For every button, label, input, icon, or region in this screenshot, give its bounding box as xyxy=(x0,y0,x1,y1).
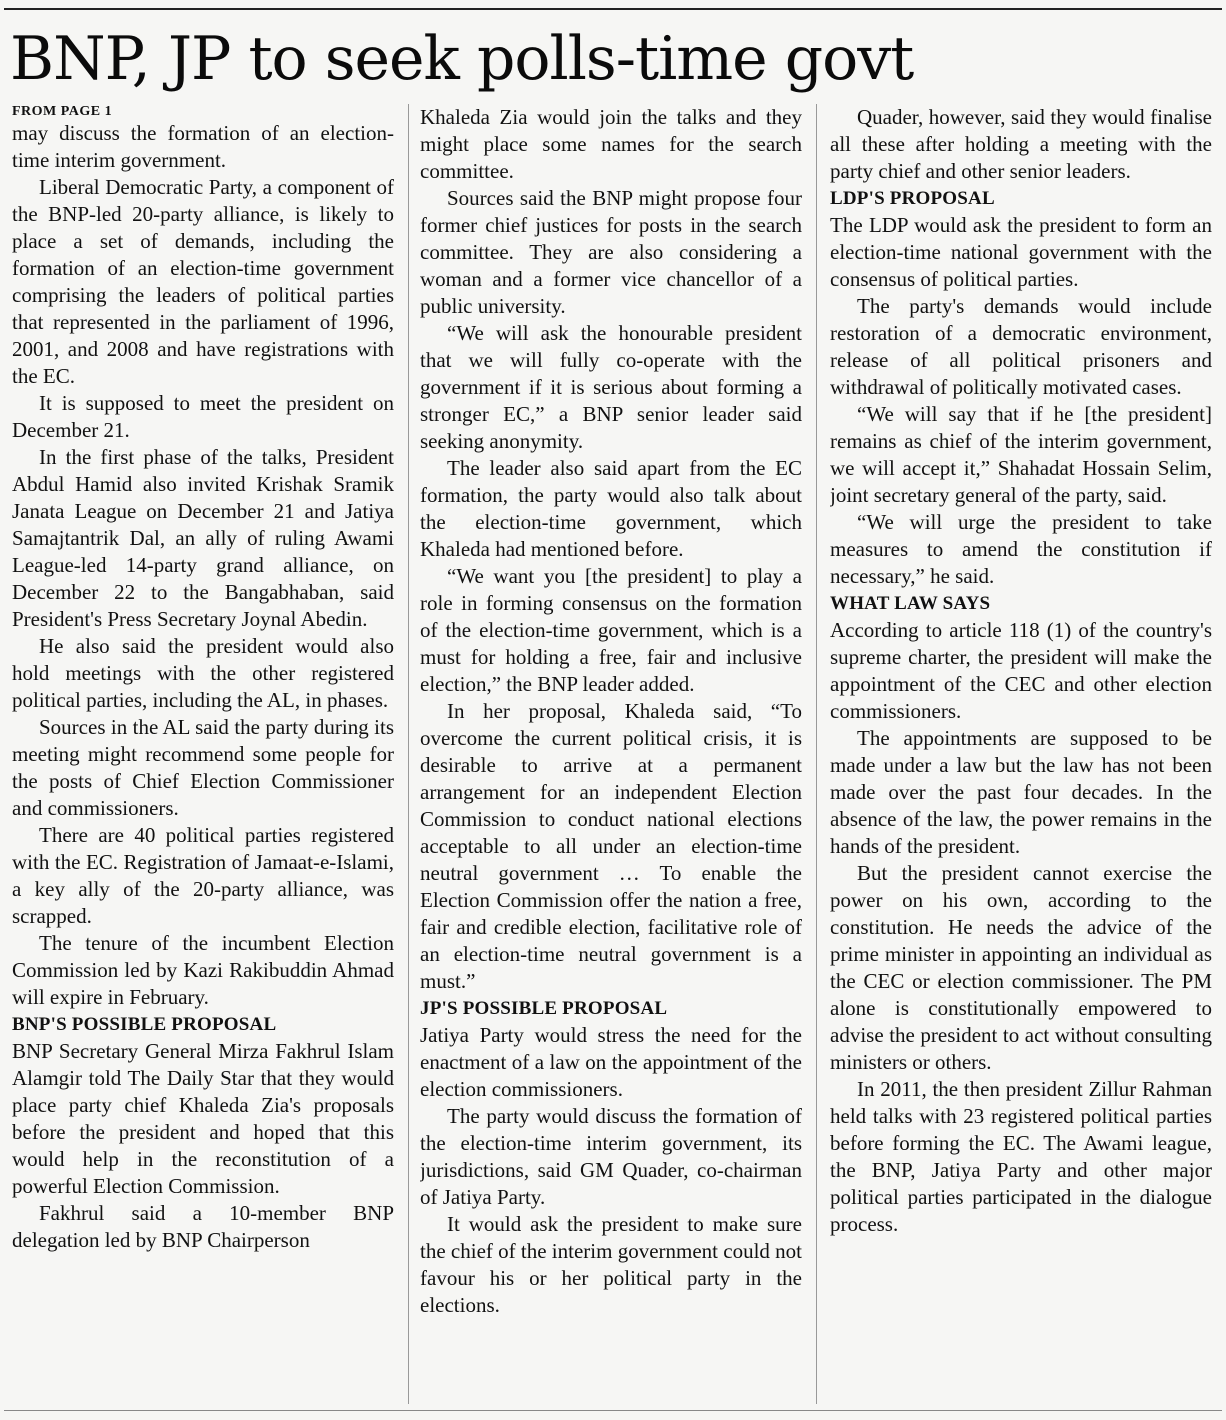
paragraph: It would ask the president to make sure the chief of the interim government could not favour his or her political party in the elections. xyxy=(420,1212,802,1317)
paragraph: “We will urge the president to take measures to amend the constitution if necessary,” he said. xyxy=(830,510,1212,588)
paragraph: According to article 118 (1) of the country's supreme charter, the president will make the appointment of the CEC and other election commissioners. xyxy=(830,618,1212,723)
paragraph: Jatiya Party would stress the need for the enactment of a law on the appointment of the election commissioners. xyxy=(420,1023,802,1101)
paragraph: The party's demands would include restoration of a democratic environment, release of all political prisoners and withdrawal of politically motivated cases. xyxy=(830,294,1212,399)
paragraph: Sources said the BNP might propose four former chief justices for posts in the search committee. They are also considering a woman and a former vice chancellor of a public university. xyxy=(420,186,802,318)
article-column-2 xyxy=(420,104,802,1404)
column-divider xyxy=(408,104,409,1404)
article-column-3 xyxy=(830,104,1212,1404)
paragraph: There are 40 political parties registered with the EC. Registration of Jamaat-e-Islami, a key ally of the 20-party alliance, was scrapped. xyxy=(12,823,394,928)
article-column-1 xyxy=(12,104,394,1404)
dateline: FROM PAGE 1 xyxy=(12,104,113,119)
paragraph: Khaleda Zia would join the talks and they might place some names for the search committee. xyxy=(420,105,802,183)
paragraph: The party would discuss the formation of the election-time interim government, its jurisdictions, said GM Quader, co-chairman of Jatiya Party. xyxy=(420,1104,802,1209)
column-divider xyxy=(816,104,817,1404)
paragraph: BNP Secretary General Mirza Fakhrul Islam Alamgir told The Daily Star that they would place party chief Khaleda Zia's proposals before the president and hoped that this would help in the reconstitution of a powerful Election Commission. xyxy=(12,1039,394,1198)
subheading-jp-proposal: JP'S POSSIBLE PROPOSAL xyxy=(420,998,668,1019)
paragraph: The tenure of the incumbent Election Commission led by Kazi Rakibuddin Ahmad will expire in February. xyxy=(12,931,394,1009)
paragraph: Fakhrul said a 10-member BNP delegation led by BNP Chairperson xyxy=(12,1201,394,1252)
paragraph: The leader also said apart from the EC formation, the party would also talk about the election-time government, which Khaleda had mentioned before. xyxy=(420,456,802,561)
paragraph: But the president cannot exercise the power on his own, according to the constitution. He needs the advice of the prime minister in appointing an individual as the CEC or election commissioner. The PM alone is constitutionally empowered to advise the president to act without consulting ministers or others. xyxy=(830,861,1212,1074)
top-rule xyxy=(4,8,1222,10)
paragraph: Quader, however, said they would finalise all these after holding a meeting with the party chief and other senior leaders. xyxy=(830,105,1212,183)
paragraph: In 2011, the then president Zillur Rahman held talks with 23 registered political parties before forming the EC. The Awami league, the BNP, Jatiya Party and other major political parties participated in the dialogue process. xyxy=(830,1077,1212,1236)
subheading-what-law-says: WHAT LAW SAYS xyxy=(830,593,991,614)
headline: BNP, JP to seek polls-time govt xyxy=(10,24,914,94)
paragraph: The appointments are supposed to be made under a law but the law has not been made over the past four decades. In the absence of the law, the power remains in the hands of the president. xyxy=(830,726,1212,858)
paragraph: It is supposed to meet the president on December 21. xyxy=(12,391,394,442)
paragraph: Liberal Democratic Party, a component of the BNP-led 20-party alliance, is likely to place a set of demands, including the formation of an election-time government comprising the leaders of political parties that represented in the parliament of 1996, 2001, and 2008 and have registrations with the EC. xyxy=(12,175,394,388)
paragraph: may discuss the formation of an election-time interim government. xyxy=(12,121,394,172)
paragraph: “We will ask the honourable president that we will fully co-operate with the government if it is serious about forming a stronger EC,” a BNP senior leader said seeking anonymity. xyxy=(420,321,802,453)
paragraph: He also said the president would also hold meetings with the other registered political parties, including the AL, in phases. xyxy=(12,634,394,712)
subheading-bnp-proposal: BNP'S POSSIBLE PROPOSAL xyxy=(12,1014,277,1035)
paragraph: Sources in the AL said the party during its meeting might recommend some people for the posts of Chief Election Commissioner and commissioners. xyxy=(12,715,394,820)
bottom-rule xyxy=(4,1410,1222,1411)
paragraph: “We will say that if he [the president] remains as chief of the interim government, we will accept it,” Shahadat Hossain Selim, joint secretary general of the party, said. xyxy=(830,402,1212,507)
paragraph: The LDP would ask the president to form an election-time national government with the consensus of political parties. xyxy=(830,213,1212,291)
paragraph: In her proposal, Khaleda said, “To overcome the current political crisis, it is desirable to arrive at a permanent arrangement for an independent Election Commission to conduct national elections acceptable to all under an election-time neutral government … To enable the Election Commission offer the nation a free, fair and credible election, facilitative role of an election-time neutral government is a must.” xyxy=(420,699,802,993)
subheading-ldp-proposal: LDP'S PROPOSAL xyxy=(830,188,995,209)
paragraph: In the first phase of the talks, President Abdul Hamid also invited Krishak Sramik Janata League on December 21 and Jatiya Samajtantrik Dal, an ally of ruling Awami League-led 14-party grand alliance, on December 22 to the Bangabhaban, said President's Press Secretary Joynal Abedin. xyxy=(12,445,394,631)
paragraph: “We want you [the president] to play a role in forming consensus on the formation of the election-time government, which is a must for holding a free, fair and inclusive election,” the BNP leader added. xyxy=(420,564,802,696)
